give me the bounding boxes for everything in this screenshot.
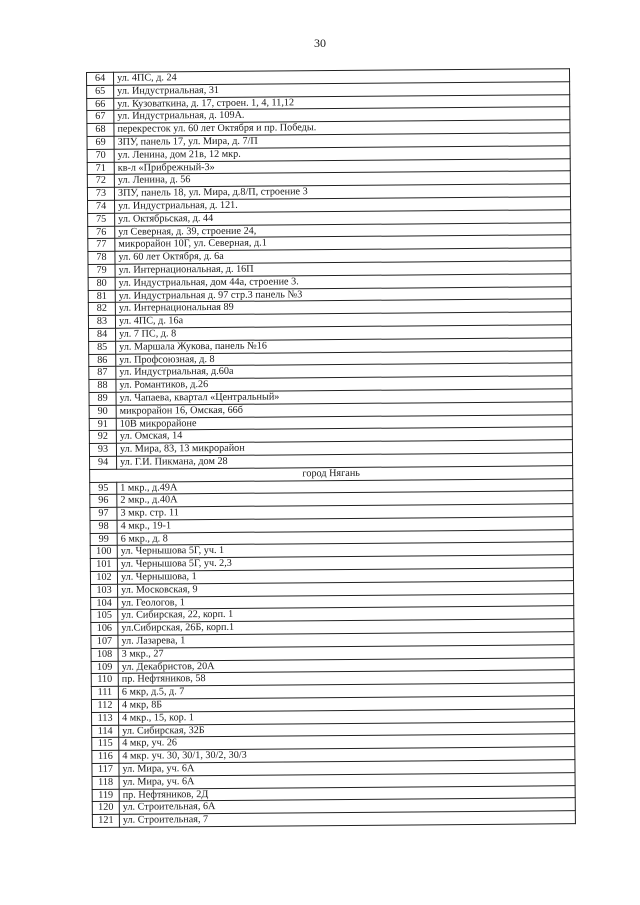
row-number: 114: [92, 725, 119, 738]
row-number: 105: [91, 610, 118, 623]
row-number: 115: [92, 738, 119, 751]
row-number: 82: [88, 303, 115, 316]
row-address: 6 мкр., д. 8: [117, 529, 573, 545]
row-address: ЗПУ, панель 17, ул. Мира, д. 7/П: [114, 133, 570, 149]
row-address: ул. Профсоюзная, д. 8: [116, 350, 572, 366]
row-address: ЗПУ, панель 18, ул. Мира, д.8/П, строение 3: [114, 184, 570, 200]
row-number: 71: [87, 162, 114, 175]
row-number: 102: [90, 571, 117, 584]
row-number: 72: [87, 175, 114, 188]
row-number: 91: [89, 418, 116, 431]
row-address: ул. Московская, 9: [118, 581, 574, 597]
row-number: 75: [88, 213, 115, 226]
row-address: ул. Чернышова, 1: [117, 568, 573, 584]
row-address: ул. Г.И. Пикмана, дом 28: [117, 453, 573, 469]
row-number: 76: [88, 226, 115, 239]
row-number: 95: [90, 482, 117, 495]
row-number: 83: [88, 315, 115, 328]
row-number: 100: [90, 546, 117, 559]
row-address: ул. Сибирская, 32Б: [119, 721, 575, 737]
row-number: 96: [90, 495, 117, 508]
row-address: ул. Строительная, 6А: [119, 798, 575, 814]
row-number: 85: [89, 341, 116, 354]
row-number: 66: [87, 98, 114, 111]
row-number: 104: [91, 597, 118, 610]
row-number: 81: [88, 290, 115, 303]
row-number: 65: [87, 85, 114, 98]
row-address: ул. Индустриальная, д.60а: [116, 363, 572, 379]
row-number: 120: [92, 802, 119, 815]
row-number: 119: [92, 789, 119, 802]
row-number: 84: [89, 328, 116, 341]
row-address: перекресток ул. 60 лет Октября и пр. Победы.: [114, 120, 570, 136]
row-address: ул. Индустриальная, дом 44а, строение 3.: [115, 273, 571, 289]
row-address: ул. Мира, уч. 6А: [119, 773, 575, 789]
row-address: ул. Геологов, 1: [118, 593, 574, 609]
row-number: 90: [89, 405, 116, 418]
row-address: ул. Сибирская, 22, корп. 1: [118, 606, 574, 622]
row-address: ул. 4ПС, д. 24: [114, 69, 570, 85]
row-number: 107: [91, 635, 118, 648]
row-address: ул.Сибирская, 26Б, корп.1: [118, 619, 574, 635]
row-address: ул. Индустриальная, 31: [114, 81, 570, 97]
row-number: 98: [90, 520, 117, 533]
row-address: ул. Ленина, д. 56: [114, 171, 570, 187]
row-number: 121: [92, 814, 119, 827]
row-number: 109: [91, 661, 118, 674]
row-number: 106: [91, 623, 118, 636]
row-number: 93: [89, 443, 116, 456]
row-number: 99: [90, 533, 117, 546]
row-number: 117: [92, 763, 119, 776]
row-address: ул. Индустриальная, д. 121.: [115, 197, 571, 213]
row-address: ул. Индустриальная, д. 109А.: [114, 107, 570, 123]
row-address: кв-л «Прибрежный-3»: [114, 158, 570, 174]
row-address: 4 мкр, 8Б: [118, 696, 574, 712]
row-number: 79: [88, 264, 115, 277]
row-address: ул. Индустриальная д. 97 стр.3 панель №3: [115, 286, 571, 302]
row-address: 4 мкр, уч. 26: [119, 734, 575, 750]
row-address: ул. Романтиков, д.26: [116, 376, 572, 392]
row-number: 116: [92, 750, 119, 763]
row-address: ул. Чапаева, квартал «Центральный»: [116, 389, 572, 405]
row-address: ул. 4ПС, д. 16а: [115, 312, 571, 328]
row-address: 4 мкр. уч. 30, 30/1, 30/2, 30/3: [119, 747, 575, 763]
row-number: 103: [91, 584, 118, 597]
address-table: [86, 68, 576, 828]
row-number: 108: [91, 648, 118, 661]
row-address: ул. Лазарева, 1: [118, 632, 574, 648]
row-number: 110: [91, 674, 118, 687]
page-number: 30: [314, 36, 326, 50]
row-address: ул. Декабристов, 20А: [118, 657, 574, 673]
row-address: 1 мкр., д.49А: [117, 478, 573, 494]
row-address: микрорайон 10Г, ул. Северная, д.1: [115, 235, 571, 251]
row-number: 67: [87, 111, 114, 124]
row-address: 2 мкр., д.40А: [117, 491, 573, 507]
row-address: 3 мкр., 27: [118, 645, 574, 661]
row-address: ул. Чернышова 5Г, уч. 2,3: [117, 555, 573, 571]
row-address: ул. Мира, 83, 13 микрорайон: [116, 440, 572, 456]
row-number: 89: [89, 392, 116, 405]
row-address: ул. Кузоваткина, д. 17, строен. 1, 4, 11,12: [114, 94, 570, 110]
row-number: 118: [92, 776, 119, 789]
row-address: ул. Строительная, 7: [119, 811, 575, 827]
row-address: ул. 60 лет Октября, д. 6а: [115, 248, 571, 264]
row-number: 74: [88, 200, 115, 213]
row-address: ул. Октябрьская, д. 44: [115, 209, 571, 225]
row-number: 111: [91, 687, 118, 700]
row-number: 70: [87, 149, 114, 162]
row-number: 101: [90, 559, 117, 572]
row-address: ул Северная, д. 39, строение 24,: [115, 222, 571, 238]
row-address: микрорайон 16, Омская, 66б: [116, 401, 572, 417]
row-address: 3 мкр. стр. 11: [117, 504, 573, 520]
row-number: 78: [88, 251, 115, 264]
row-number: 73: [87, 187, 114, 200]
row-number: 113: [92, 712, 119, 725]
row-address: 10В микрорайоне: [116, 414, 572, 430]
row-number: 94: [90, 456, 117, 469]
row-address: ул. Чернышова 5Г, уч. 1: [117, 542, 573, 558]
row-number: 92: [89, 431, 116, 444]
row-number: 112: [91, 699, 118, 712]
row-address: ул. Интернациональная 89: [115, 299, 571, 315]
row-address: 4 мкр., 19-1: [117, 517, 573, 533]
row-number: 80: [88, 277, 115, 290]
row-number: 64: [87, 72, 114, 85]
row-number: 97: [90, 507, 117, 520]
row-address: пр. Нефтяников, 58: [118, 670, 574, 686]
row-number: 77: [88, 239, 115, 252]
row-number: 86: [89, 354, 116, 367]
section-title: город Нягань: [90, 465, 573, 482]
row-address: ул. Ленина, дом 21в, 12 мкр.: [114, 145, 570, 161]
row-address: ул. Мира, уч. 6А: [119, 760, 575, 776]
address-table-container: [86, 68, 576, 828]
row-number: 88: [89, 379, 116, 392]
row-number: 87: [89, 367, 116, 380]
row-address: ул. Маршала Жукова, панель №16: [116, 337, 572, 353]
address-table-body: [87, 69, 576, 828]
row-address: 6 мкр, д.5, д. 7: [118, 683, 574, 699]
row-address: 4 мкр., 15, кор. 1: [119, 709, 575, 725]
row-address: ул. Интернациональная, д. 16П: [115, 261, 571, 277]
row-number: 68: [87, 123, 114, 136]
row-address: ул. 7 ПС, д. 8: [116, 325, 572, 341]
row-address: пр. Нефтяников, 2Д: [119, 785, 575, 801]
row-address: ул. Омская, 14: [116, 427, 572, 443]
row-number: 69: [87, 136, 114, 149]
